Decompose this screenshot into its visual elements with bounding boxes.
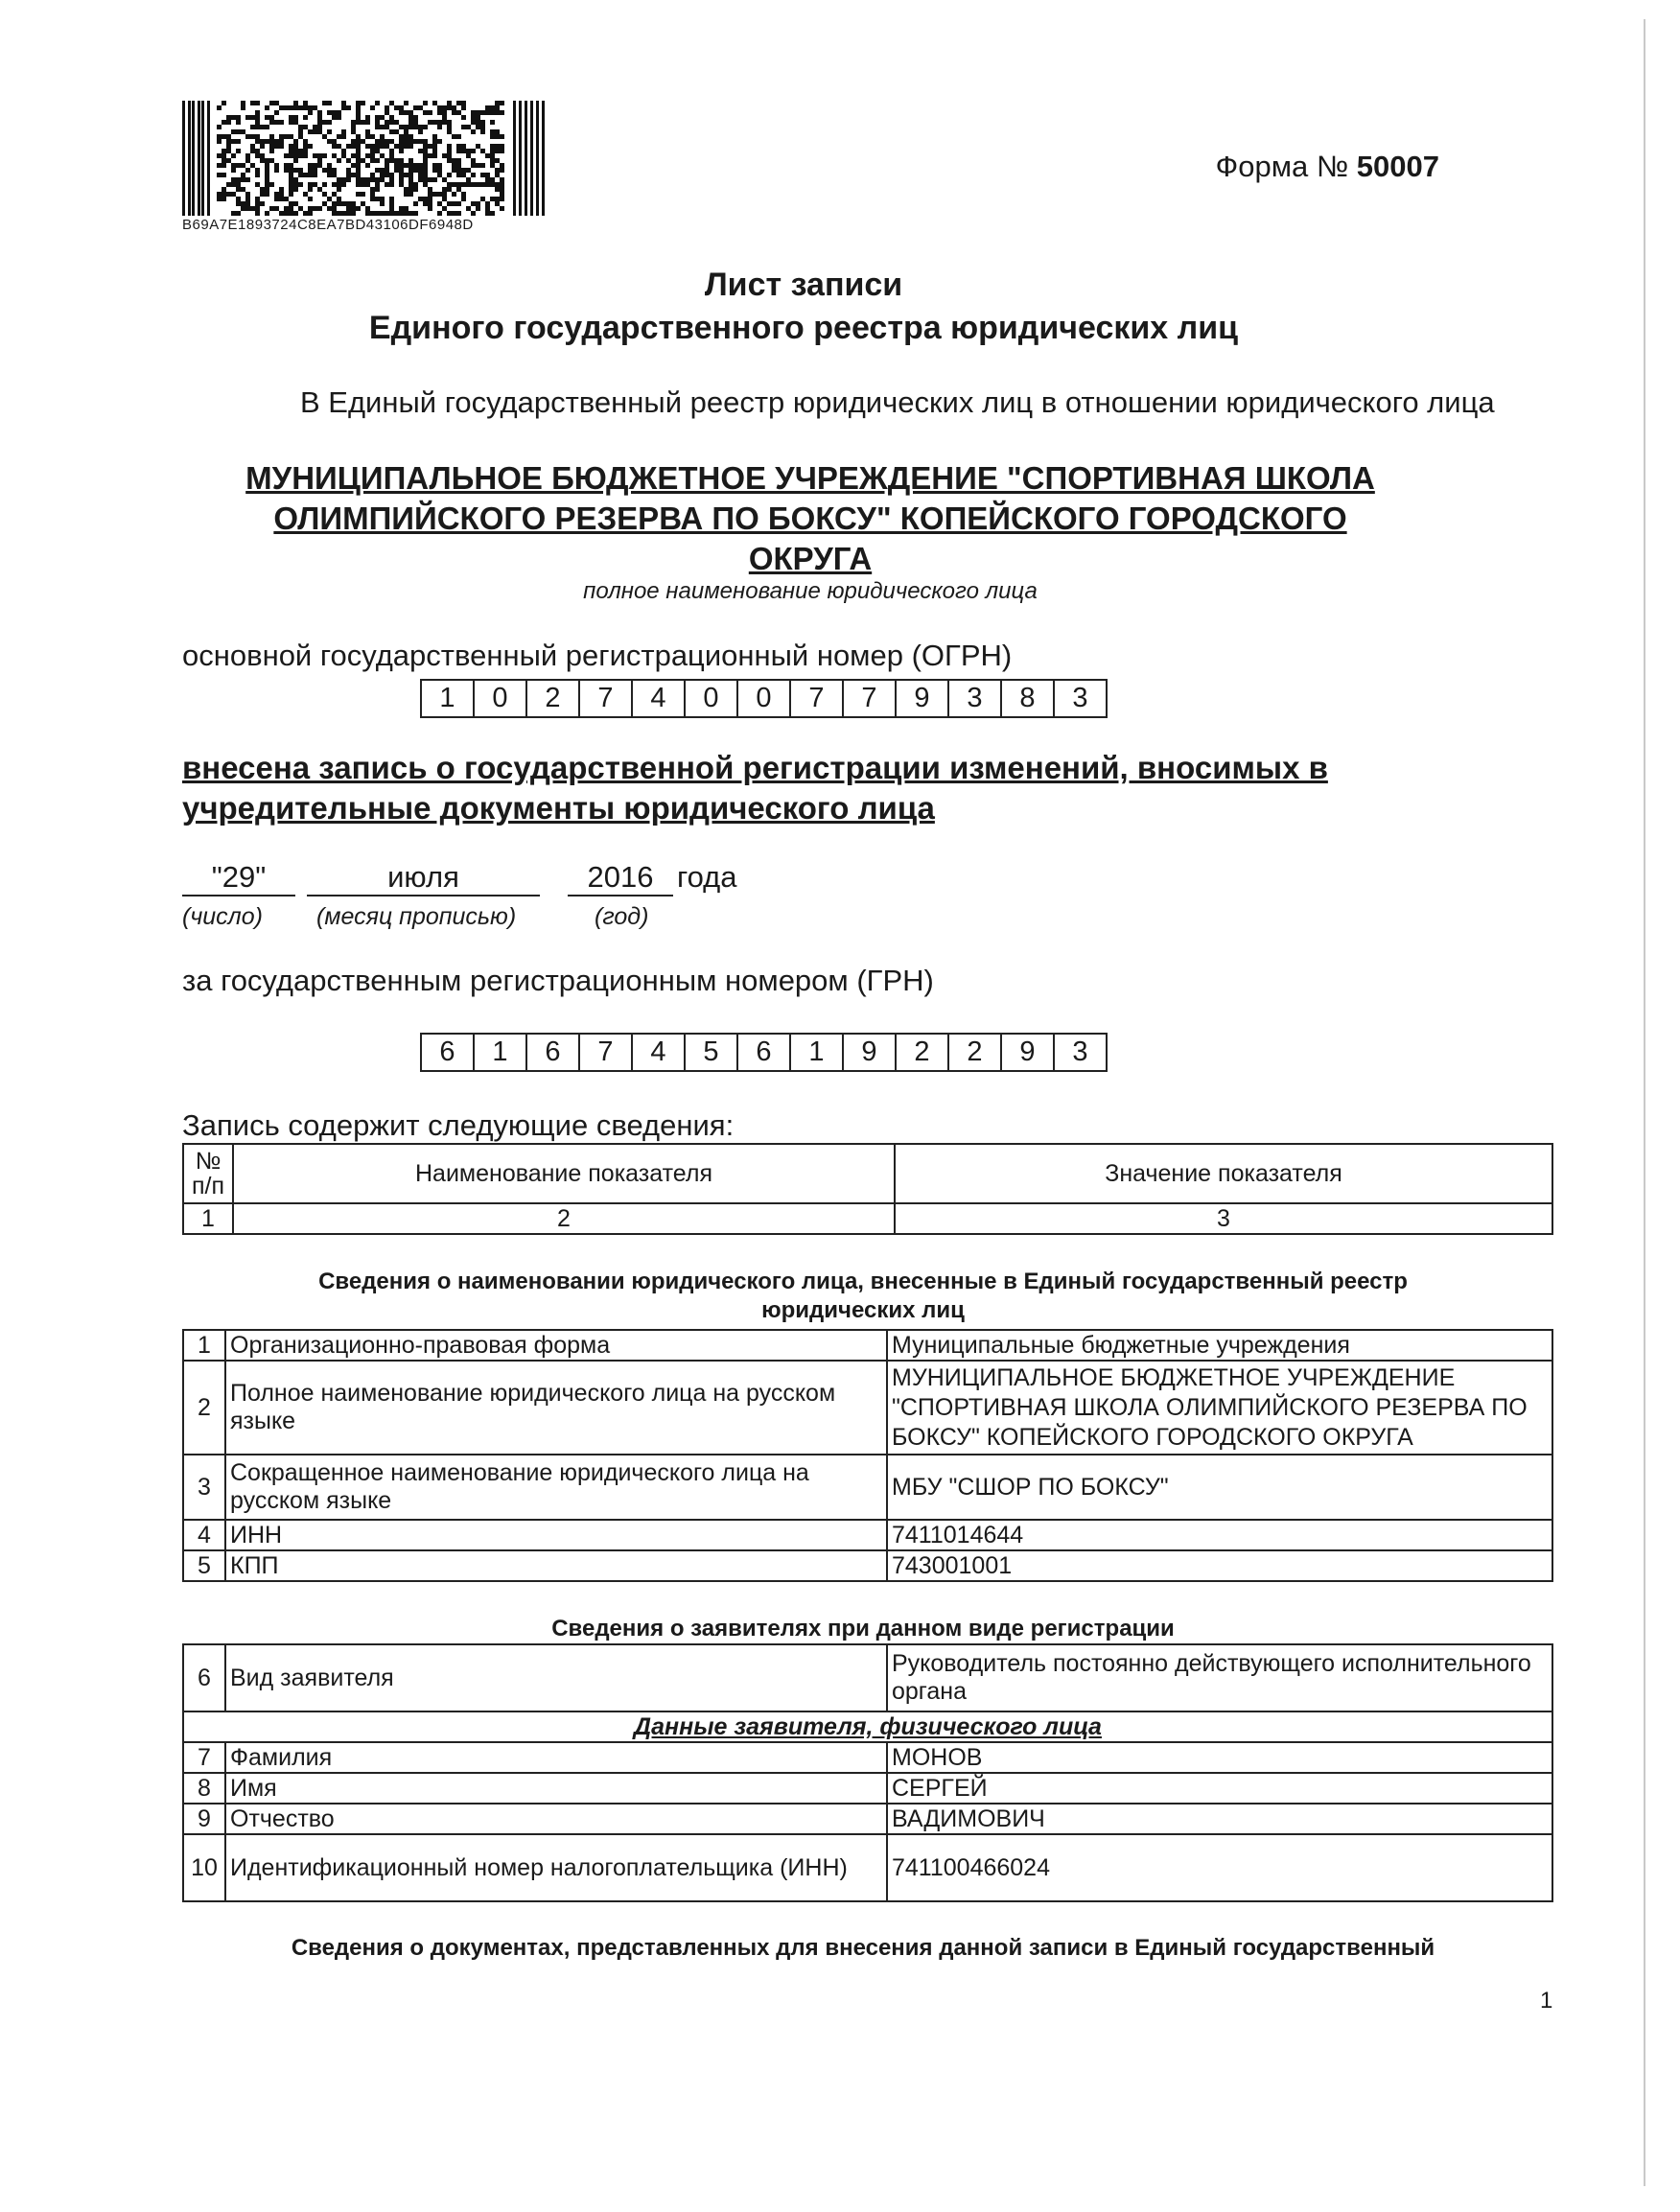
digit-box: 7	[844, 681, 897, 716]
digit-box: 7	[791, 681, 844, 716]
table-subheading-row	[183, 1711, 1552, 1742]
row-value: МБУ "СШОР ПО БОКСУ"	[887, 1455, 1552, 1520]
header-index: 3	[895, 1203, 1552, 1234]
table-row	[183, 1520, 1552, 1550]
org-name-line: МУНИЦИПАЛЬНОЕ БЮДЖЕТНОЕ УЧРЕЖДЕНИЕ "СПОРТИВНАЯ ШКОЛА	[245, 460, 1375, 496]
ogrn-digit-boxes	[420, 679, 1108, 718]
row-value: 7411014644	[887, 1520, 1552, 1550]
row-name: Сокращенное наименование юридического лица на русском языке	[225, 1455, 887, 1520]
table-row	[183, 1644, 1552, 1711]
digit-box: 7	[580, 1035, 633, 1070]
digit-box: 1	[422, 681, 475, 716]
row-value: 741100466024	[887, 1834, 1552, 1901]
section1-heading-line: юридических лиц	[761, 1297, 965, 1323]
row-name: Фамилия	[225, 1742, 887, 1773]
header-num-line1: №	[195, 1148, 222, 1175]
digit-box: 1	[791, 1035, 844, 1070]
entry-type-line: учредительные документы юридического лица	[182, 790, 935, 826]
date-day-caption: (число)	[182, 903, 263, 930]
row-number: 2	[183, 1361, 225, 1455]
digit-box: 0	[738, 681, 791, 716]
row-name: Идентификационный номер налогоплательщика (ИНН)	[225, 1834, 887, 1901]
section1-heading	[221, 1268, 1505, 1325]
org-name-line: ОКРУГА	[748, 541, 873, 576]
digit-box: 4	[633, 681, 686, 716]
digit-box: 9	[897, 681, 949, 716]
row-name: Вид заявителя	[225, 1644, 887, 1711]
row-name: ИНН	[225, 1520, 887, 1550]
digit-box: 6	[422, 1035, 475, 1070]
row-name: Имя	[225, 1773, 887, 1804]
digit-box: 4	[633, 1035, 686, 1070]
header-table	[182, 1143, 1553, 1235]
row-value: Муниципальные бюджетные учреждения	[887, 1330, 1552, 1361]
row-value: 743001001	[887, 1550, 1552, 1581]
digit-box: 6	[527, 1035, 580, 1070]
row-name: Отчество	[225, 1804, 887, 1834]
form-number-label: Форма №	[1215, 150, 1349, 183]
form-number-value: 50007	[1356, 150, 1439, 183]
grn-digit-boxes	[420, 1033, 1108, 1072]
date-year: 2016	[568, 860, 673, 896]
row-value: МОНОВ	[887, 1742, 1552, 1773]
row-number: 8	[183, 1773, 225, 1804]
entry-type	[182, 748, 1429, 828]
table-row	[183, 1773, 1552, 1804]
row-value: ВАДИМОВИЧ	[887, 1804, 1552, 1834]
row-number: 3	[183, 1455, 225, 1520]
date-year-caption: (год)	[595, 903, 649, 930]
digit-box: 2	[527, 681, 580, 716]
digit-box: 5	[686, 1035, 738, 1070]
digit-box: 3	[1072, 1036, 1088, 1067]
header-index: 2	[233, 1203, 895, 1234]
digit-box: 6	[738, 1035, 791, 1070]
table-row	[183, 1550, 1552, 1581]
row-value: Руководитель постоянно действующего исполнительного органа	[887, 1644, 1552, 1711]
org-name-line: ОЛИМПИЙСКОГО РЕЗЕРВА ПО БОКСУ" КОПЕЙСКОГО ГОРОДСКОГО	[273, 501, 1347, 536]
date-suffix: года	[677, 860, 737, 894]
date-day: "29"	[182, 860, 295, 896]
header-index: 1	[183, 1203, 233, 1234]
document-title-line2: Единого государственного реестра юридических лиц	[368, 310, 1239, 346]
document-title-line1: Лист записи	[704, 267, 903, 303]
section3-heading: Сведения о документах, представленных для внесения данной записи в Единый государственный	[291, 1935, 1435, 1961]
row-number: 9	[183, 1804, 225, 1834]
digit-box: 2	[897, 1035, 949, 1070]
digit-box: 8	[1002, 681, 1055, 716]
table-row	[183, 1834, 1552, 1901]
barcode-code: B69A7E1893724C8EA7BD43106DF6948D	[182, 217, 474, 233]
row-number: 7	[183, 1742, 225, 1773]
header-num	[183, 1144, 233, 1203]
section2-heading: Сведения о заявителях при данном виде регистрации	[551, 1616, 1175, 1642]
digit-box: 1	[475, 1035, 527, 1070]
section2-table	[182, 1643, 1553, 1902]
form-number	[1216, 150, 1439, 184]
row-name: Полное наименование юридического лица на русском языке	[225, 1361, 887, 1455]
scan-edge	[1644, 19, 1645, 2186]
row-value: СЕРГЕЙ	[887, 1773, 1552, 1804]
row-number: 5	[183, 1550, 225, 1581]
digit-box: 2	[949, 1035, 1002, 1070]
org-full-name	[192, 458, 1429, 579]
ogrn-label: основной государственный регистрационный номер (ОГРН)	[182, 639, 1013, 672]
table-row	[183, 1455, 1552, 1520]
row-number: 4	[183, 1520, 225, 1550]
date-month-caption: (месяц прописью)	[316, 903, 517, 930]
header-num-line2: п/п	[191, 1173, 225, 1199]
header-col-value: Значение показателя	[895, 1144, 1552, 1203]
row-name: КПП	[225, 1550, 887, 1581]
digit-box: 0	[475, 681, 527, 716]
digit-box: 7	[580, 681, 633, 716]
row-number: 10	[183, 1834, 225, 1901]
barcode	[182, 101, 551, 216]
intro-text: В Единый государственный реестр юридических лиц в отношении юридического лица	[300, 385, 1495, 419]
entry-type-line: внесена запись о государственной регистрации изменений, вносимых в	[182, 750, 1328, 785]
section1-table	[182, 1329, 1553, 1582]
digit-box: 0	[686, 681, 738, 716]
date-month: июля	[307, 860, 540, 896]
table-row	[183, 1742, 1552, 1773]
applicant-subheading: Данные заявителя, физического лица	[183, 1711, 1552, 1742]
row-name: Организационно-правовая форма	[225, 1330, 887, 1361]
header-col-name: Наименование показателя	[233, 1144, 895, 1203]
table-row	[183, 1804, 1552, 1834]
digit-box: 9	[1002, 1035, 1055, 1070]
org-name-caption: полное наименование юридического лица	[583, 578, 1038, 604]
table-row	[183, 1361, 1552, 1455]
grn-label: за государственным регистрационным номером (ГРН)	[182, 964, 934, 997]
row-number: 1	[183, 1330, 225, 1361]
digit-box: 3	[1072, 683, 1088, 713]
row-number: 6	[183, 1644, 225, 1711]
digit-box: 9	[844, 1035, 897, 1070]
contains-label: Запись содержит следующие сведения:	[182, 1108, 735, 1142]
section1-heading-line: Сведения о наименовании юридического лица, внесенные в Единый государственный реестр	[318, 1269, 1408, 1294]
digit-box: 3	[949, 681, 1002, 716]
table-row	[183, 1330, 1552, 1361]
page-number: 1	[1540, 1988, 1553, 2014]
row-value: МУНИЦИПАЛЬНОЕ БЮДЖЕТНОЕ УЧРЕЖДЕНИЕ "СПОРТИВНАЯ ШКОЛА ОЛИМПИЙСКОГО РЕЗЕРВА ПО БОКСУ" КОПЕЙСКОГО ГОРОДСКОГО ОКРУГА	[887, 1361, 1552, 1455]
